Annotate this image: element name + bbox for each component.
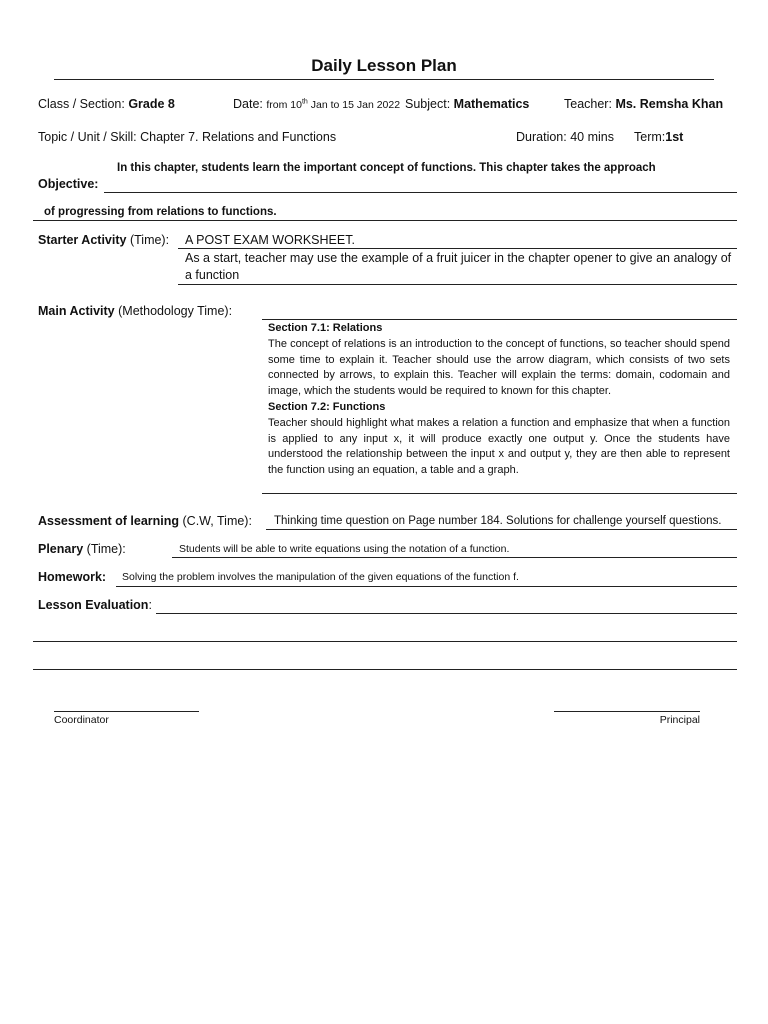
objective-line-1: In this chapter, students learn the important concept of functions. This chapter takes the approach [117, 162, 656, 174]
date-label: Date: [233, 97, 263, 111]
objective-rule-1 [104, 192, 737, 193]
plenary-rule [172, 557, 737, 558]
term-value: 1st [665, 130, 684, 144]
assessment-rule [266, 529, 737, 530]
objective-rule-2 [33, 220, 737, 221]
teacher-label: Teacher: [564, 97, 612, 111]
duration-value: 40 mins [570, 130, 614, 144]
duration [516, 130, 614, 144]
subject-value: Mathematics [453, 97, 530, 111]
duration-label: Duration: [516, 130, 567, 144]
page-title: Daily Lesson Plan [311, 56, 457, 75]
subject-label: Subject: [405, 97, 451, 111]
coordinator-label: Coordinator [54, 714, 109, 726]
term-label: Term: [634, 130, 666, 144]
class-section [38, 97, 175, 111]
plenary-value: Students will be able to write equations using the notation of a function. [179, 543, 510, 555]
evaluation-rule-2 [33, 641, 737, 642]
topic [38, 130, 336, 144]
term [634, 130, 683, 144]
main-content [268, 321, 730, 479]
class-value: Grade 8 [128, 97, 175, 111]
homework-label: Homework: [38, 570, 107, 584]
homework-value: Solving the problem involves the manipulation of the given equations of the function f. [122, 571, 519, 583]
title-rule [54, 79, 714, 80]
evaluation-rule-1 [156, 613, 737, 614]
main-rule-bottom [262, 493, 737, 494]
section-7-2-text: Teacher should highlight what makes a relation a function and emphasize that when a function is applied to any input x, it will produce exactly one output y. Once the students have understood the relationship between the input x and output y, they are then able to represent the function using an equation, a table and a graph. [268, 416, 730, 477]
assessment-value: Thinking time question on Page number 184. Solutions for challenge yourself questions. [274, 515, 722, 527]
section-7-1-text: The concept of relations is an introduction to the concept of functions, so teacher should spend some time to explain it. Teacher should use the arrow diagram, which consists of two sets connected by arrows, to explain this. Teacher will explain the terms: domain, codomain and image, which the students would be required to known for this chapter. [268, 337, 730, 398]
topic-value: Chapter 7. Relations and Functions [140, 130, 337, 144]
topic-label: Topic / Unit / Skill: [38, 130, 137, 144]
principal-label: Principal [659, 714, 700, 726]
subject [405, 97, 529, 111]
class-label: Class / Section: [38, 97, 125, 111]
principal-signature-line [554, 711, 700, 712]
evaluation-label: Lesson Evaluation: [38, 598, 152, 612]
plenary-label: Plenary (Time): [38, 542, 126, 556]
starter-line-2: As a start, teacher may use the example of a fruit juicer in the chapter opener to give an analogy of a function [185, 251, 732, 282]
section-7-2-title: Section 7.2: Functions [268, 400, 386, 413]
homework-rule [116, 586, 737, 587]
starter-label: Starter Activity (Time): [38, 233, 170, 247]
main-rule-top [262, 319, 737, 320]
date [233, 97, 400, 111]
objective-label: Objective: [38, 177, 99, 191]
teacher [564, 97, 723, 111]
teacher-value: Ms. Remsha Khan [615, 97, 724, 111]
date-value: from 10th Jan to 15 Jan 2022 [266, 98, 401, 111]
starter-rule-2 [178, 284, 737, 285]
main-label: Main Activity (Methodology Time): [38, 304, 233, 318]
starter-line-1: A POST EXAM WORKSHEET. [185, 233, 355, 247]
evaluation-rule-3 [33, 669, 737, 670]
starter-rule-1 [178, 248, 737, 249]
assessment-label: Assessment of learning (C.W, Time): [38, 514, 252, 528]
section-7-1-title: Section 7.1: Relations [268, 322, 383, 334]
objective-line-2: of progressing from relations to functions. [44, 206, 277, 218]
coordinator-signature-line [54, 711, 199, 712]
